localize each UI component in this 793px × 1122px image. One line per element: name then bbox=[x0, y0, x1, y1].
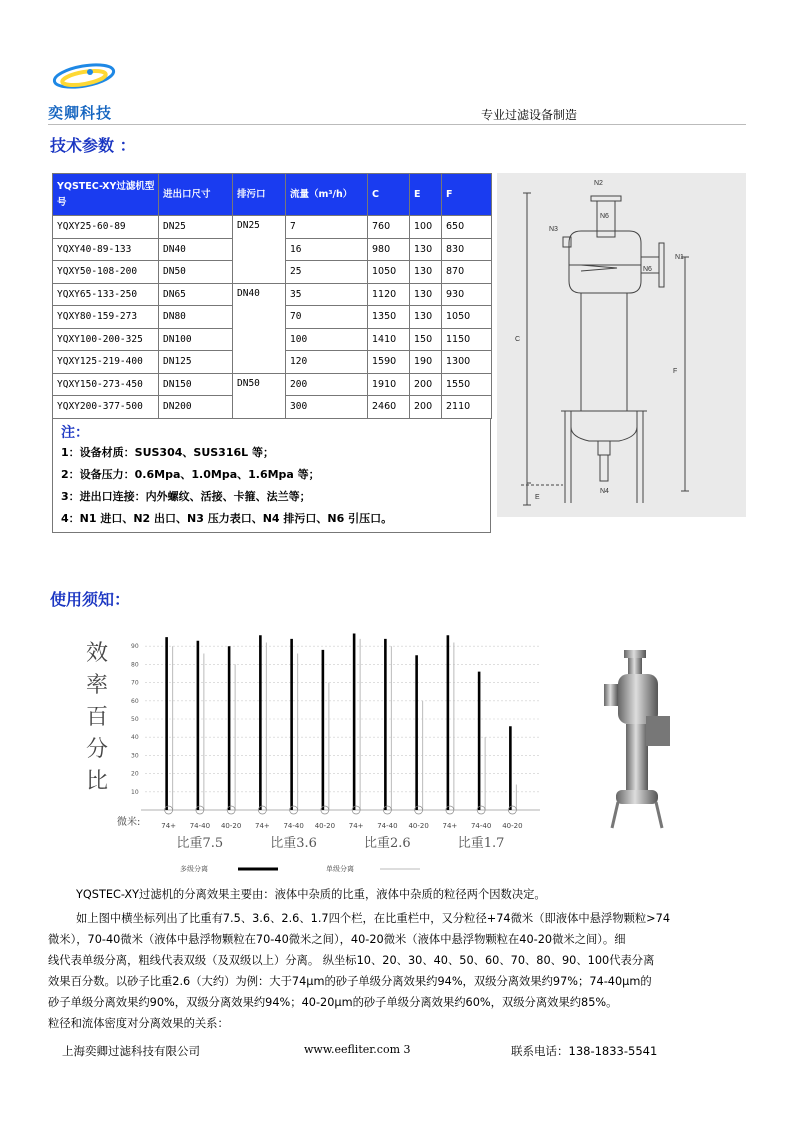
ytick-label: 40 bbox=[131, 734, 139, 742]
logo-text: 奕卿科技 bbox=[48, 104, 113, 122]
ytick-label: 80 bbox=[131, 661, 139, 669]
cell-drain: DN40 bbox=[233, 283, 286, 373]
cell-port: DN25 bbox=[159, 216, 233, 239]
cell-port: DN80 bbox=[159, 306, 233, 329]
xtick-label: 74-40 bbox=[283, 822, 304, 830]
inlet-flange bbox=[659, 243, 664, 287]
cell-e: 150 bbox=[410, 328, 442, 351]
label-n2: N2 bbox=[594, 180, 603, 187]
cell-e: 190 bbox=[410, 351, 442, 374]
legend-single-label: 单级分离 bbox=[326, 865, 354, 873]
header-drain: 排污口 bbox=[233, 174, 286, 216]
cell-e: 100 bbox=[410, 216, 442, 239]
group-label: 比重7.5 bbox=[176, 836, 224, 851]
section-title-specs: 技术参数 ： bbox=[50, 136, 136, 155]
label-n6-side: N6 bbox=[643, 266, 652, 273]
cell-flow: 25 bbox=[286, 261, 368, 284]
cell-f: 870 bbox=[442, 261, 492, 284]
cell-e: 130 bbox=[410, 283, 442, 306]
cell-f: 1150 bbox=[442, 328, 492, 351]
cell-port: DN125 bbox=[159, 351, 233, 374]
cell-flow: 70 bbox=[286, 306, 368, 329]
ytick-label: 30 bbox=[131, 752, 139, 760]
ylabel-char: 比 bbox=[86, 769, 109, 794]
cell-f: 650 bbox=[442, 216, 492, 239]
cell-c: 1910 bbox=[368, 373, 410, 396]
product-photo bbox=[588, 640, 708, 830]
table-header-row bbox=[53, 174, 492, 216]
xtick-label: 40-20 bbox=[220, 822, 242, 830]
x-axis-prefix: 微米: bbox=[117, 817, 141, 828]
separator-head bbox=[569, 231, 641, 293]
bottom-vessel bbox=[571, 411, 637, 441]
label-n6-top: N6 bbox=[600, 213, 609, 220]
footer-website: www.eefliter.com 3 bbox=[304, 1043, 411, 1056]
chart-groups bbox=[177, 836, 505, 851]
cell-e: 130 bbox=[410, 238, 442, 261]
section-title-usage: 使用须知： bbox=[50, 590, 131, 609]
cell-flow: 35 bbox=[286, 283, 368, 306]
cell-f: 2110 bbox=[442, 396, 492, 419]
cell-c: 1050 bbox=[368, 261, 410, 284]
cell-e: 200 bbox=[410, 373, 442, 396]
note-item: 3：进出口连接：内外螺纹、活接、卡箍、法兰等； bbox=[61, 490, 311, 503]
header-c: C bbox=[368, 174, 410, 216]
note-item: 1：设备材质：SUS304、SUS316L 等； bbox=[61, 446, 274, 459]
ytick-label: 50 bbox=[131, 716, 139, 723]
group-label: 比重2.6 bbox=[364, 836, 411, 851]
cell-e: 130 bbox=[410, 306, 442, 329]
ytick-label: 60 bbox=[131, 697, 139, 705]
filter-schematic bbox=[497, 173, 746, 517]
cell-c: 2460 bbox=[368, 396, 410, 419]
cell-port: DN65 bbox=[159, 283, 233, 306]
xtick-label: 40-20 bbox=[408, 822, 429, 830]
footer-company: 上海奕卿过滤科技有限公司 bbox=[62, 1044, 200, 1058]
cell-flow: 300 bbox=[286, 396, 368, 419]
chart-xcategories bbox=[161, 822, 522, 830]
header-flow: 流量（m³/h） bbox=[286, 174, 368, 216]
cell-f: 1050 bbox=[442, 306, 492, 329]
cell-c: 980 bbox=[368, 238, 410, 261]
chart-yticks bbox=[131, 643, 139, 796]
xtick-label: 74+ bbox=[348, 822, 364, 830]
label-n4: N4 bbox=[600, 488, 609, 495]
header-e: E bbox=[410, 174, 442, 216]
xtick-label: 40-20 bbox=[502, 822, 523, 830]
cell-e: 130 bbox=[410, 261, 442, 284]
cell-c: 760 bbox=[368, 216, 410, 239]
note-item: 4：N1 进口、N2 出口、N3 压力表口、N4 排污口、N6 引压口。 bbox=[61, 512, 393, 525]
cell-port: DN200 bbox=[159, 396, 233, 419]
header-f: F bbox=[442, 174, 492, 216]
cell-port: DN150 bbox=[159, 373, 233, 396]
cell-model: YQXY150-273-450 bbox=[53, 373, 159, 396]
cell-flow: 100 bbox=[286, 328, 368, 351]
cell-model: YQXY65-133-250 bbox=[53, 283, 159, 306]
cell-flow: 7 bbox=[286, 216, 368, 239]
label-c: C bbox=[515, 336, 521, 343]
ytick-label: 20 bbox=[131, 770, 139, 778]
filter-body bbox=[581, 293, 627, 411]
group-label: 比重3.6 bbox=[270, 836, 317, 851]
header-model: YQSTEC-XY过滤机型号 bbox=[53, 174, 159, 216]
table-row bbox=[53, 283, 492, 306]
cell-model: YQXY200-377-500 bbox=[53, 396, 159, 419]
cell-flow: 16 bbox=[286, 238, 368, 261]
notes-box bbox=[52, 419, 491, 533]
efficiency-chart bbox=[80, 620, 540, 873]
ylabel-char: 分 bbox=[86, 737, 109, 762]
chart-ylabel bbox=[86, 641, 108, 794]
cell-f: 1550 bbox=[442, 373, 492, 396]
body-paragraph-2-line: 砂子单级分离效果约90%，双级分离效果约94%；40-20μm的砂子单级分离效果约60%，双级分离效果约85%。 bbox=[48, 996, 618, 1009]
ytick-label: 70 bbox=[131, 679, 139, 687]
xtick-label: 74-40 bbox=[470, 822, 492, 830]
notes-title: 注： bbox=[61, 425, 89, 441]
ytick-label: 10 bbox=[131, 788, 139, 796]
cell-f: 930 bbox=[442, 283, 492, 306]
cell-model: YQXY80-159-273 bbox=[53, 306, 159, 329]
header-tagline: 专业过滤设备制造 bbox=[481, 108, 578, 122]
table-row bbox=[53, 216, 492, 239]
cell-flow: 120 bbox=[286, 351, 368, 374]
cell-model: YQXY50-108-200 bbox=[53, 261, 159, 284]
legend-multi-label: 多级分离 bbox=[180, 865, 208, 873]
spec-table bbox=[52, 173, 492, 419]
ylabel-char: 率 bbox=[86, 673, 109, 698]
cell-drain: DN50 bbox=[233, 373, 286, 418]
cell-port: DN50 bbox=[159, 261, 233, 284]
note-item: 2：设备压力：0.6Mpa、1.0Mpa、1.6Mpa 等； bbox=[61, 468, 320, 481]
xtick-label: 74-40 bbox=[377, 822, 398, 830]
footer-phone: 联系电话：138-1833-5541 bbox=[511, 1044, 658, 1058]
body-paragraph-1: YQSTEC-XY过滤机的分离效果主要由：液体中杂质的比重，液体中杂质的粒径两个因数决定。 bbox=[76, 888, 546, 901]
chart-legend bbox=[180, 864, 420, 873]
cell-c: 1410 bbox=[368, 328, 410, 351]
cell-f: 830 bbox=[442, 238, 492, 261]
xtick-label: 40-20 bbox=[314, 822, 336, 830]
body-paragraph-2-line: 微米），70-40微米（液体中悬浮物颗粒在70-40微米之间），40-20微米（液体中悬浮物颗粒在40-20微米之间）。细 bbox=[48, 933, 626, 946]
cell-model: YQXY40-89-133 bbox=[53, 238, 159, 261]
xtick-label: 74+ bbox=[442, 822, 458, 830]
xtick-label: 74+ bbox=[254, 822, 270, 830]
body-paragraph-2-line: 线代表单级分离，粗线代表双级（及双级以上）分离。 纵坐标10、20、30、40、50、60、70、80、90、100代表分离 bbox=[48, 954, 655, 967]
cell-e: 200 bbox=[410, 396, 442, 419]
cell-port: DN40 bbox=[159, 238, 233, 261]
cell-flow: 200 bbox=[286, 373, 368, 396]
header-port-size: 进出口尺寸 bbox=[159, 174, 233, 216]
cell-c: 1350 bbox=[368, 306, 410, 329]
table-row bbox=[53, 373, 492, 396]
xtick-label: 74+ bbox=[161, 822, 177, 830]
xtick-label: 74-40 bbox=[189, 822, 211, 830]
cell-f: 1300 bbox=[442, 351, 492, 374]
group-label: 比重1.7 bbox=[457, 836, 505, 851]
header-divider bbox=[48, 124, 746, 125]
label-f: F bbox=[673, 368, 678, 375]
body-paragraph-2-line: 效果百分数。以砂子比重2.6（大约）为例：大于74μm的砂子单级分离效果约94%，双级分离效果约97%；74-40μm的 bbox=[48, 975, 652, 988]
cell-model: YQXY25-60-89 bbox=[53, 216, 159, 239]
label-e: E bbox=[535, 494, 540, 501]
label-n3: N3 bbox=[549, 226, 558, 233]
ytick-label: 90 bbox=[131, 643, 139, 651]
ylabel-char: 效 bbox=[86, 641, 109, 666]
body-paragraph-2-line: 如上图中横坐标列出了比重有7.5、3.6、2.6、1.7四个栏，在比重栏中，又分粒径+74微米（即液体中悬浮物颗粒>74 bbox=[76, 912, 671, 925]
chart-bars bbox=[165, 633, 517, 814]
outlet-flange bbox=[591, 196, 621, 201]
cell-port: DN100 bbox=[159, 328, 233, 351]
cell-drain: DN25 bbox=[233, 216, 286, 284]
cell-model: YQXY125-219-400 bbox=[53, 351, 159, 374]
cell-c: 1590 bbox=[368, 351, 410, 374]
label-n1: N1 bbox=[675, 254, 684, 261]
cell-model: YQXY100-200-325 bbox=[53, 328, 159, 351]
cell-c: 1120 bbox=[368, 283, 410, 306]
ylabel-char: 百 bbox=[86, 705, 109, 730]
body-paragraph-3: 粒径和流体密度对分离效果的关系： bbox=[48, 1017, 229, 1030]
